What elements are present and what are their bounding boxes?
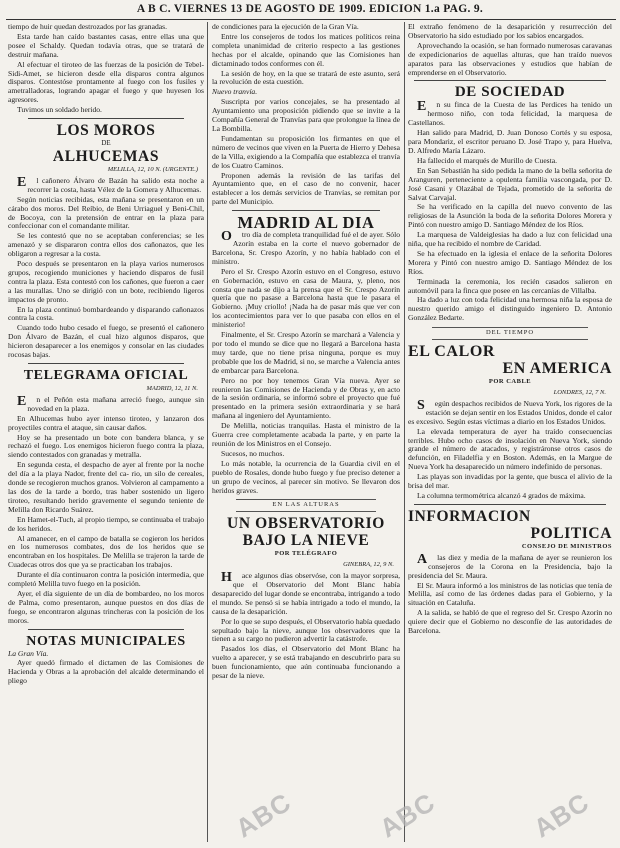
col2-intro: [212, 23, 400, 87]
column-2: [212, 23, 400, 844]
paragraph: Otro día de completa tranquilidad fué el de ayer. Sólo Azorín estaba en la corte el nuevo gobernador de Barcelona, Sr. Crespo Azorín, y no había hablado con el ministro.: [212, 229, 400, 266]
column-rule-2: [404, 22, 405, 842]
masthead: A B C. VIERNES 13 DE AGOSTO DE 1909. EDICION 1.a PAG. 9.: [136, 3, 484, 15]
headline: NOTAS MUNICIPALES: [26, 633, 186, 649]
paragraph: La sesión de hoy, en la que se tratará de este asunto, será la revolución de esta cuestión.: [212, 68, 400, 87]
dateline: LONDRES, 12, 7 N.: [553, 389, 606, 396]
dateline: GINEBRA, 12, 9 N.: [343, 561, 394, 569]
article-sociedad: [408, 84, 612, 323]
article-notas: [8, 633, 204, 687]
divider: [414, 504, 606, 505]
divider: [28, 629, 184, 630]
article-informacion: [408, 508, 612, 636]
divider: [414, 80, 606, 81]
paragraph: Fundamentan su proposición los firmantes en que el número de vecinos que viven en la Puerta de Hierro y Dehesa de la Villa, exigiendo a la Compañía que establezca el tranvía de los Cuatro Caminos.: [212, 133, 400, 170]
paragraph: Sucesos, no muchos.: [221, 448, 285, 458]
paragraph: Terminada la ceremonia, los recién casados salieron en automóvil para la finca que posee en las cercanías de Villalba.: [408, 276, 612, 295]
article-body: [8, 393, 204, 626]
subhead: La Gran Vía.: [8, 648, 49, 658]
headline: INFORMACION: [408, 507, 531, 525]
section-label: EN LAS ALTURAS: [212, 499, 400, 512]
paragraph: Se ha efectuado en la iglesia el enlace de la señorita Dolores Morera y Pintó con nuestro amigo D. Santiago Méndez de los Ríos.: [408, 248, 612, 276]
paragraph: Según noticias recibidas, esta mañana se presentaron en un cárabo dos moros. Del Reíbio, de Beni Urriaguel y Beni-Chil, de Bocoya, con la pretensión de entrar en la plaza para confeccionar con el comandante militar.: [8, 194, 204, 231]
abc-watermark: ABC: [230, 786, 297, 844]
column-1: [8, 23, 204, 844]
subhead: POR CABLE: [488, 378, 532, 386]
headline: MADRID AL DIA: [237, 213, 375, 233]
headline: DE SOCIEDAD: [454, 84, 566, 101]
article-observatorio: [212, 515, 400, 681]
paragraph: Pasados los días, el Observatorio del Mont Blanc ha vuelto a aparecer, y se está trabajando en descubrirlo para su buen funcionamiento, que aún continuaba funcionando a pesar de la nieve.: [212, 644, 400, 681]
paragraph: El Sr. Maura informó a los ministros de las noticias que tenía de Melilla, así como de las órdenes dadas para el Gobierno, y la situación en Cataluña.: [408, 580, 612, 608]
subhead: Nuevo tranvía.: [212, 87, 258, 97]
paragraph: Lo más notable, la ocurrencia de la Guardia civil en el pueblo de Rosales, donde hubo fuego y fue preciso detener a un grupo de vecinos, al parecer sin motivo. Se llevaron dos heridos graves.: [212, 458, 400, 495]
header-rule: [6, 19, 616, 20]
abc-watermark: ABC: [374, 786, 441, 844]
article-body: [408, 101, 612, 323]
headline: LOS MOROS: [56, 122, 156, 140]
headline: TELEGRAMA OFICIAL: [23, 368, 189, 383]
article-body: [212, 231, 400, 495]
paragraph: Por lo que se supo después, el Observatorio había quedado sepultado bajo la nieve, aunque los observadores que la tienen a su cargo no pudieron advertir la catástrofe.: [212, 616, 400, 644]
paragraph: Se ha verificado en la capilla del nuevo convento de las religiosas de la Asunción la boda de la señorita Dolores Morera y Pintó con nuestro amigo D. Santiago Méndez de los Ríos.: [408, 202, 612, 230]
paragraph: Ha fallecido el marqués de Murillo de Cuesta.: [417, 155, 558, 165]
paragraph: tiempo de huir quedan destrozados por las granadas.: [8, 23, 167, 31]
paragraph: Se les contestó que no se aceptaban conferencias; se les amenazó y se dispararon contra ellos dos cañonazos, que les obligaron a regresar a la costa.: [8, 231, 204, 259]
headline: EN AMERICA: [502, 360, 612, 378]
col1-intro: [8, 23, 204, 115]
paragraph: De Melilla, noticias tranquilas. Hasta el ministro de la Guerra cree completamente acabada la parte, y en parte la reunión de los Ministros en el Consejo.: [212, 421, 400, 448]
article-body: [408, 397, 612, 501]
paragraph: En San Sebastián ha sido pedida la mano de la bella señorita de Aranguren, perteneciente a opulenta familia vascongada, por D. José Casani y Olazábal de Tejada, prometido de la señorita de Salvat Carvajal.: [408, 165, 612, 202]
article-body: [212, 572, 400, 681]
paragraph: El extraño fenómeno de la desaparición y resurrección del Observatorio ha sido estudiado por los sabios encargados.: [408, 23, 612, 40]
paragraph: En Alhucemas hubo ayer intenso tiroteo, y lanzaron dos proyectiles contra el ataque, sin causar daños.: [8, 413, 204, 432]
dateline: MELILLA, 12, 10 N. (URGENTE.): [107, 165, 198, 173]
paragraph: Según despachos recibidos de Nueva York, los rigores de la estación se dejan sentir en los Estados Unidos, donde el calor es excesivo. Según estas víctimas a diario en los Estados Unidos.: [408, 397, 612, 426]
paragraph: Ayer quedó firmado el dictamen de las Comisiones de Hacienda y Obras a la aprobación del alcalde determinando el pliego: [8, 658, 204, 686]
headline: POLITICA: [530, 524, 612, 542]
paragraph: En segunda cesta, el despacho de ayer al frente por la noche del día a la playa Nador, frente del ca- rio, un silo de cereales, donde se recogieron muchos granos. Volvieron al campamento a las dos de la tarde a bordo, tras haber sostenido un ligero tiroteo, resultando herido gravemente el segundo teniente de Melilla don Ricardo Suárez.: [8, 460, 204, 514]
paragraph: En Hamet-el-Tuch, al propio tiempo, se continuaba el trabajo de los heridos.: [8, 514, 204, 533]
paragraph: Han salido para Madrid, D. Juan Donoso Cortés y su esposa, para Mondariz, el escritor peruano D. José Trapo y, para Huelva, D. Alfredo María Lázaro.: [408, 128, 612, 155]
column-rule-1: [207, 22, 208, 842]
paragraph: Aprovechando la ocasión, se han formado numerosas caravanas de expedicionarios de aquellas alturas, que han traído nuevos aparatos para las observaciones y estudios que habían de emprenderse en el Observatorio.: [408, 40, 612, 77]
paragraph: Finalmente, el Sr. Crespo Azorín se marchará a Valencia y por todo el mundo se dice que no llegará a Barcelona hasta muy tarde, que no tiene prisa ninguna, porque es muy probable que los de Madrid, si no, se marche a Valencia antes de embarcar para Barcelona.: [212, 330, 400, 375]
paragraph: Al efectuar el tiroteo de las fuerzas de la posición de Tebel-Sidi-Amet, se hicieron desde ella disparos contra algunos disparos. Contestóse prontamente al fuego con los fusiles y ametralladoras, logrando apagar el fuego y que huyesen los agresores.: [8, 59, 204, 105]
headline: EL CALOR: [408, 343, 496, 361]
dateline: MADRID, 12, 11 N.: [146, 385, 198, 392]
paragraph: A la salida, se habló de que el regreso del Sr. Crespo Azorín no quiere decir que el Gobierno no desconfíe de las autoridades de Barcelona.: [408, 608, 612, 636]
article-moros: [8, 122, 204, 360]
paragraph: Suscripta por varios concejales, se ha presentado al Ayuntamiento una proposición pidiendo que se invite a la Compañía General de Tranvías para que prolongue la línea de La Bombilla.: [212, 97, 400, 133]
article-calor: [408, 343, 612, 501]
paragraph: Cuando todo hubo cesado el fuego, se presentó el cañonero Don Álvaro de Bazán, el cual hizo algunos disparos, que hicieron desaparecer a los enemigos y consolar en las ciudades rocosas bajas.: [8, 323, 204, 360]
paragraph: Durante el día continuaron contra la posición intermedia, que completó Melilla tuvo fuego en la posición.: [8, 570, 204, 589]
paragraph: Hoy se ha presentado un bote con bandera blanca, y se rechazó el fuego. Los enemigos hicieron fuego contra la plaza, siendo contestados con granadas y metralla.: [8, 432, 204, 460]
paragraph: Proponen además la revisión de las tarifas del Ayuntamiento que, en el caso de no convenir, hacer establecer a los demás servicios de Tranvías, se remitan por parte del Municipio.: [212, 170, 400, 207]
paragraph: Hace algunos días observóse, con la mayor sorpresa, que el Observatorio del Mont Blanc había desaparecido del lugar donde se encontraba, intrigando a todo el mundo. Se pensó si se había intrigado a todo el mundo, la causa de la desaparición.: [212, 570, 400, 616]
paragraph: Pero no por hoy tenemos Gran Vía nueva. Ayer se reunieron las Comisiones de Hacienda y de Obras y, en acto de la sesión ordinaria, se informó sobre el proyecto que fué presentado en la primera sesión extraordinaria y se hará mañana al ingeniero del Ayuntamiento.: [212, 375, 400, 421]
paragraph: de condiciones para la ejecución de la Gran Vía.: [212, 23, 359, 31]
divider: [232, 210, 380, 211]
paragraph: Ayer, el día siguiente de un día de bombardeo, no los moros de Palma, como presentaron, aunque puestos en dos días de fuego, se encontraron algunas trincheras con la posición de los moros.: [8, 588, 204, 625]
paragraph: En el Peñón esta mañana arreció fuego, aunque sin novedad en la plaza.: [17, 393, 204, 413]
headline-connector: DE: [101, 139, 111, 148]
paragraph: La elevada temperatura de ayer ha traído consecuencias terribles. Hubo ocho casos de insolación en Nueva York, siendo grande el número de atacados, y registráronse otros casos de defunción, en Filadelfia y en Boston. Además, en la Margue de Nueva York ha desaparecido un número indefinido de personas.: [408, 426, 612, 472]
paragraph: En la plaza continuó bombardeando y disparando cañonazos contra la costa.: [8, 304, 204, 323]
paragraph: El cañonero Álvaro de Bazán ha salido esta noche a recorrer la costa, hasta Vélez de la Gomera y Alhucemas.: [17, 174, 204, 194]
headline: BAJO LA NIEVE: [242, 532, 370, 550]
article-telegrama: [8, 367, 204, 626]
paragraph: Poco después se presentaron en la playa varios numerosos grupos, recogiendo municiones y haciendo disparos de fusil contra la plaza. Esta contestó con los cañones, que fueron a caer a las murallas. Uno se dirigió con un bote, recibiendo ligeros impactos de pronto.: [8, 259, 204, 304]
subhead: POR TELÉGRAFO: [274, 550, 338, 558]
headline: ALHUCEMAS: [52, 147, 160, 165]
article-body: [8, 174, 204, 360]
paragraph: Las playas son invadidas por la gente, que busca el alivio de la brisa del mar.: [408, 472, 612, 491]
paragraph: La columna termométrica alcanzó 4 grados de máxima.: [417, 490, 586, 500]
divider: [28, 118, 184, 119]
article-madrid: [212, 214, 400, 495]
paragraph: Tuvimos un soldado herido.: [17, 105, 102, 115]
column-3: [408, 23, 612, 844]
headline: UN OBSERVATORIO: [227, 515, 385, 533]
paragraph: Esta tarde han caído bastantes casas, entre ellas una que posee el Schaldy. Quedan todavía otras, que se tratará de destruir mañana.: [8, 31, 204, 59]
abc-watermark: ABC: [528, 786, 595, 844]
paragraph: La marquesa de Valdeiglesias ha dado a luz con felicidad una niña, que ha recibido el nombre de Caridad.: [408, 230, 612, 249]
article-tranvia: [212, 88, 400, 207]
divider: [28, 363, 184, 364]
paragraph: Entre los consejeros de todos los matices políticos reina completa unanimidad de criterio respecto a las gestiones hechas por el alcalde, opinando que las Comisiones han dictaminado todos conformes con él.: [212, 31, 400, 68]
paragraph: En su finca de la Cuesta de las Perdices ha tenido un hermoso niño, con toda felicidad, la marquesa de Castellanos.: [408, 99, 612, 128]
article-body: [408, 551, 612, 636]
paragraph: Alas diez y media de la mañana de ayer se reunieron los consejeros de la Corona en la Presidencia, bajo la presidencia del Sr. Maura.: [408, 551, 612, 580]
section-label: DEL TIEMPO: [408, 327, 612, 340]
col3-intro: [408, 23, 612, 77]
subhead: CONSEJO DE MINISTROS: [521, 542, 612, 550]
paragraph: Pero el Sr. Crespo Azorín estuvo en el Congreso, estuvo en Gobernación, estuvo en casa de Maura, y, pleno, nos consta que nada se dijo a la prensa que el Sr. Crespo Azorín quería que no pasase a Barcelona hasta que le pasara el Gobierno. ¡Muy criollo! ¡Nada ha de pasar más que ver con los acontecimientos para ver lo que pasaba con ellos en el ministerio!: [212, 266, 400, 330]
paragraph: Ha dado a luz con toda felicidad una hermosa niña la esposa de nuestro querido amigo el distinguido ingeniero D. Antonio González Bedarte.: [408, 295, 612, 323]
paragraph: Al amanecer, en el campo de batalla se cogieron los heridos en los numerosos combates, dos de los heridos que se encontraban en los hospitales. De Melilla se trajeron la tarde de Cuadecas otros dos que ya se practicaban los trabajos.: [8, 533, 204, 570]
